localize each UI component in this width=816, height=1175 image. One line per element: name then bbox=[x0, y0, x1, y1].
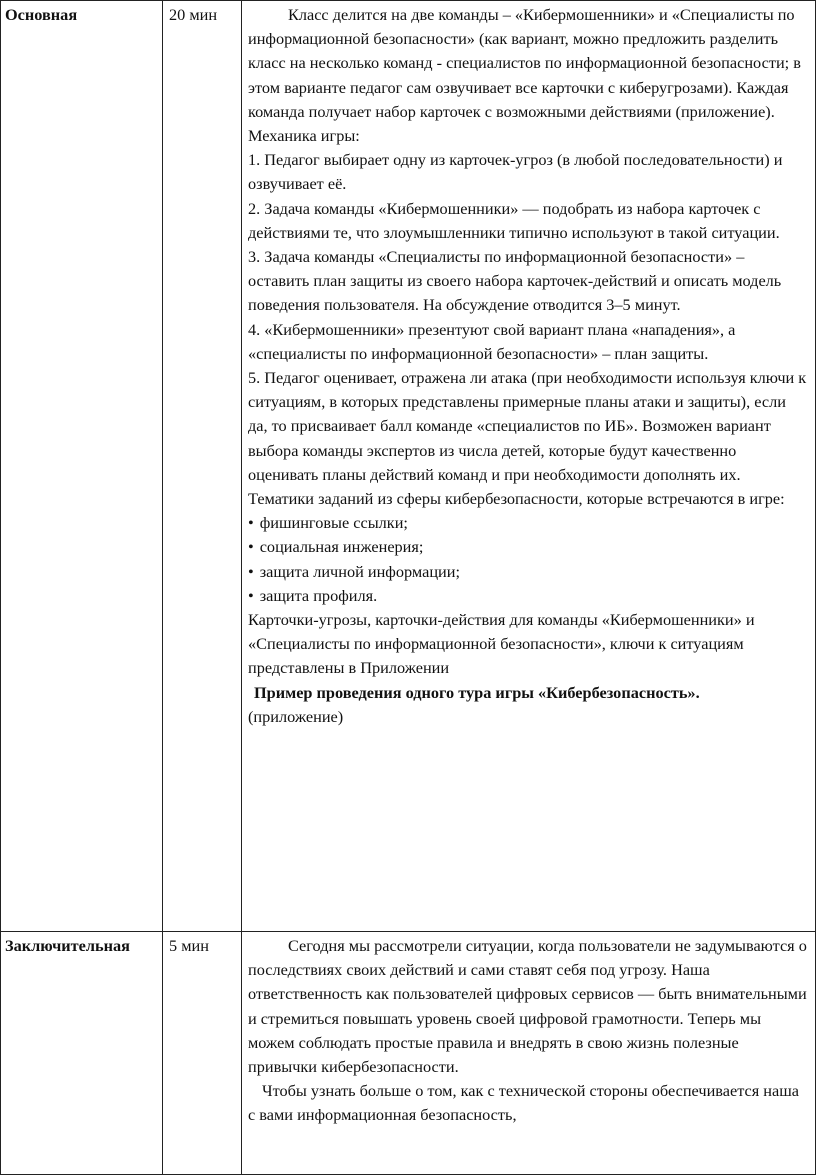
step-3: 3. Задача команды «Специалисты по информационной безопасности» – оставить план защиты из своего набора карточек-действий и описать модель поведения пользователя. На обсуждение отводится 3–5 минут. bbox=[248, 247, 782, 315]
table-row bbox=[1, 1, 816, 932]
topic-item: • защита личной информации; bbox=[248, 560, 807, 584]
step-5: 5. Педагог оценивает, отражена ли атака (при необходимости используя ключи к ситуациям, в которых представлены примерные планы атаки и защиты), если да, то присваивает балл команде «специалистов по ИБ». Возможен вариант выбора команды экспертов из числа детей, которые будут качественно оценивать планы действий команд и при необходимости дополнять их. Тематики заданий из сферы кибербезопасности, которые встречаются в игре: bbox=[248, 368, 807, 509]
step-1: 1. Педагог выбирает одну из карточек-угроз (в любой последовательности) и озвучивает её. bbox=[248, 150, 783, 194]
step-4: 4. «Кибермошенники» презентуют свой вариант плана «нападения», а «специалисты по информационной безопасности» – план защиты. bbox=[248, 319, 736, 363]
topic-item: • фишинговые ссылки; bbox=[248, 511, 807, 535]
duration-cell: 5 мин bbox=[163, 932, 242, 1175]
topic-item: • социальная инженерия; bbox=[248, 535, 807, 559]
conclusion-paragraph: Сегодня мы рассмотрели ситуации, когда пользователи не задумываются о последствиях своих действий и сами ставят себя под угрозу. Наша ответственность как пользователей цифровых сервисов — быть внимательными и стремиться повышать уровень своей цифровой грамотности. Теперь мы можем соблюдать простые правила и внедрять в свою жизнь полезные привычки кибербезопасности. bbox=[248, 936, 807, 1077]
cards-note: Карточки-угрозы, карточки-действия для команды «Кибермошенники» и «Специалисты по информационной безопасности», ключи к ситуациям представлены в Приложении bbox=[248, 610, 755, 678]
intro-paragraph: Класс делится на две команды – «Кибермошенники» и «Специалисты по информационной безопасности» (как вариант, можно предложить разделить класс на несколько команд - специалистов по информационной безопасности; в этом варианте педагог сам озвучивает все карточки с киберугрозами). Каждая команда получает набор карточек с возможными действиями (приложение). bbox=[248, 5, 801, 121]
description-cell bbox=[242, 1, 816, 932]
conclusion-paragraph: Чтобы узнать больше о том, как с технической стороны обеспечивается наша с вами информационная безопасность, bbox=[248, 1081, 800, 1125]
description-cell bbox=[242, 932, 816, 1175]
table-row bbox=[1, 932, 816, 1175]
topic-item: • защита профиля. bbox=[248, 584, 807, 608]
mechanics-title: Механика игры: bbox=[248, 126, 360, 146]
stage-cell: Заключительная bbox=[1, 932, 163, 1175]
step-2: 2. Задача команды «Кибермошенники» — подобрать из набора карточек с действиями те, что злоумышленники типично используют в такой ситуации. bbox=[248, 198, 780, 242]
example-title: Пример проведения одного тура игры «Кибербезопасность». bbox=[254, 682, 700, 702]
duration-cell: 20 мин bbox=[163, 1, 242, 932]
appendix-note: (приложение) bbox=[248, 706, 344, 726]
stage-cell: Основная bbox=[1, 1, 163, 932]
